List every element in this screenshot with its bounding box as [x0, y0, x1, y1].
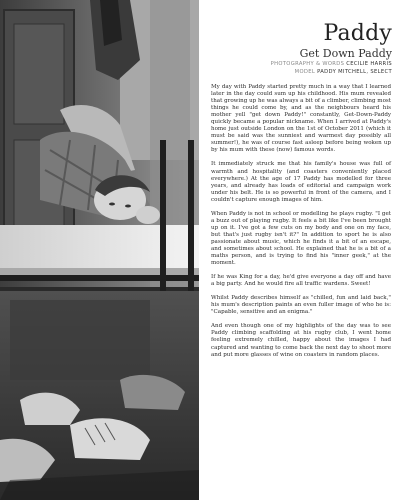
photo	[0, 0, 199, 500]
model-credit-name: PADDY MITCHELL, SELECT	[317, 69, 392, 75]
model-credit-label: MODEL	[294, 69, 316, 75]
article-paragraph: Whilst Paddy describes himself as "chilled, fun and laid back," his mum's description paints an even fuller image of who he is: "Capable, sensitive and an enigma."	[211, 295, 391, 316]
photo-credit	[271, 60, 392, 68]
article	[199, 0, 400, 500]
article-paragraph: If he was King for a day, he'd give everyone a day off and have a big party. And he would fire all traffic wardens. Sweet!	[211, 274, 391, 288]
article-header	[271, 22, 392, 76]
article-paragraph: It immediately struck me that his family's house was full of warmth and hospitality (and coasters conveniently placed everywhere.) At the age of 17 Paddy has modelled for three years, and already has loads of editorial and campaign work under his belt. He is so powerful in front of the camera, and I couldn't capture enough images of him.	[211, 161, 391, 203]
article-paragraph: When Paddy is not in school or modelling he plays rugby. "I get a buzz out of playing rugby. It feels a bit like I've been brought up on it. I've got a few cuts on my body and one on my face, but that's just rugby isn't it?" In addition to sport he is also passionate about music, which he finds it a bit of an escape, and sometimes about school. He explained that he is a bit of a maths person, and is trying to find his "inner geek," at the moment.	[211, 210, 391, 267]
article-subtitle: Get Down Paddy	[299, 47, 392, 60]
model-credit	[271, 68, 392, 76]
photo-credit-label: PHOTOGRAPHY & WORDS	[270, 61, 345, 67]
photo-illustration	[0, 0, 199, 500]
article-body	[211, 84, 391, 366]
article-paragraph: And even though one of my highlights of the day was to see Paddy climbing scaffolding at his rugby club, I went home feeling extremely chilled, happy about the images I had captured and wanting to come back the next day to shoot more and put more glasses of wine on coasters in random places.	[211, 323, 391, 358]
article-title: Paddy	[323, 21, 392, 46]
photo-credit-name: CECILIE HARRIS	[346, 61, 392, 67]
article-paragraph: My day with Paddy started pretty much in a way that I learned later in the day could sum up his childhood. His mum revealed that growing up he was always a bit of a climber, climbing most things he could come by, and as the neighbours heard his mother yell "get down Paddy!" constantly, Get-Down-Paddy quickly became a popular nickname. When I arrived at Paddy's home just outside London on the 1st of October 2011 (which it must be said was the sunniest and warmest day possibly all summer!), he was of course fast asleep before being woken up by his mum with these (now) famous words.	[211, 84, 391, 154]
